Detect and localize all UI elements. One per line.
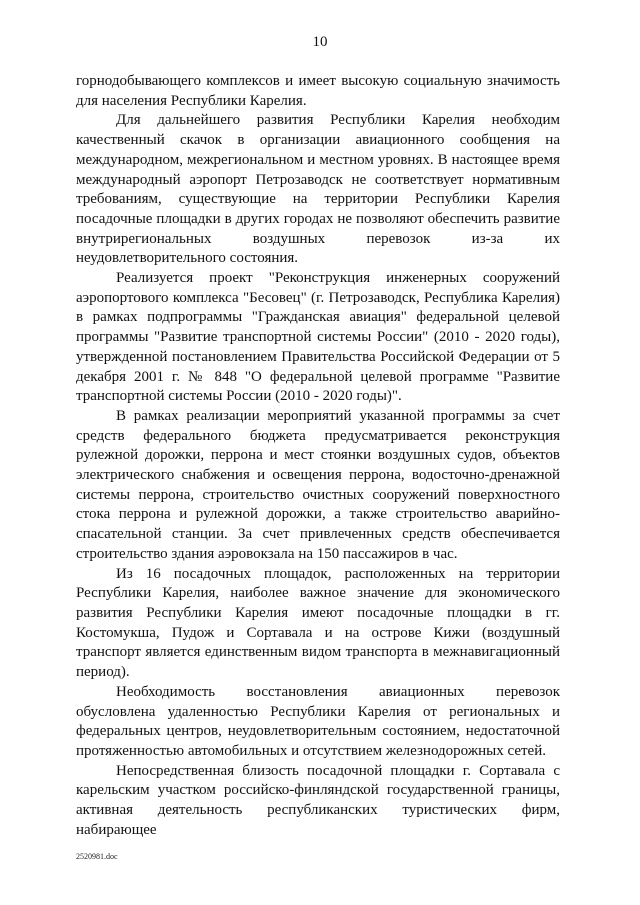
paragraph-besovets-project: Реализуется проект "Реконструкция инженерных сооружений аэропортового комплекса "Бесовец" (г. Петрозаводск, Республика Карелия) в рамках подпрограммы "Гражданская авиация" федеральной целевой программы "Развитие транспортной системы России" (2010 - 2020 годы), утвержденной постановлением Правительства Российской Федерации от 5 декабря 2001 г. № 848 "О федеральной целевой программе "Развитие транспортной системы России (2010 - 2020 годы)". xyxy=(76,270,560,405)
document-body xyxy=(76,72,560,840)
paragraph-continuation: горнодобывающего комплексов и имеет высокую социальную значимость для населения Республики Карелия. xyxy=(76,73,560,109)
paragraph-landing-sites: Из 16 посадочных площадок, расположенных на территории Республики Карелия, наиболее важное значение для экономического развития Республики Карелия имеют посадочные площадки в гг. Костомукша, Пудож и Сортавала и на острове Кижи (воздушный транспорт является единственным видом транспорта в межнавигационный период). xyxy=(76,565,560,681)
paragraph-aviation-need: Для дальнейшего развития Республики Карелия необходим качественный скачок в организации авиационного сообщения на международном, межрегиональном и местном уровнях. В настоящее время международный аэропорт Петрозаводск не соответствует нормативным требованиям, существующие на территории Республики Карелия посадочные площадки в других городах не позволяют обеспечить развитие внутрирегиональных воздушных перевозок из-за их неудовлетворительного состояния. xyxy=(76,112,560,267)
paragraph-restoration-need: Необходимость восстановления авиационных перевозок обусловлена удаленностью Республики Карелия от региональных и федеральных центров, неудовлетворительным состоянием, недостаточной протяженностью автомобильных и отсутствием железнодорожных сетей. xyxy=(76,683,560,759)
document-file-code: 2520981.doc xyxy=(76,852,118,861)
paragraph-sortavala: Непосредственная близость посадочной площадки г. Сортавала с карельским участком российско-финляндской государственной границы, активная деятельность республиканских туристических фирм, набирающее xyxy=(76,762,560,838)
page-number: 10 xyxy=(312,34,328,50)
paragraph-program-measures: В рамках реализации мероприятий указанной программы за счет средств федерального бюджета предусматривается реконструкция рулежной дорожки, перрона и мест стоянки воздушных судов, объектов электрического снабжения и освещения перрона, водосточно-дренажной системы перрона, строительство очистных сооружений поверхностного стока перрона и рулежной дорожки, а также строительство аварийно-спасательной станции. За счет привлеченных средств обеспечивается строительство здания аэровокзала на 150 пассажиров в час. xyxy=(76,407,560,562)
